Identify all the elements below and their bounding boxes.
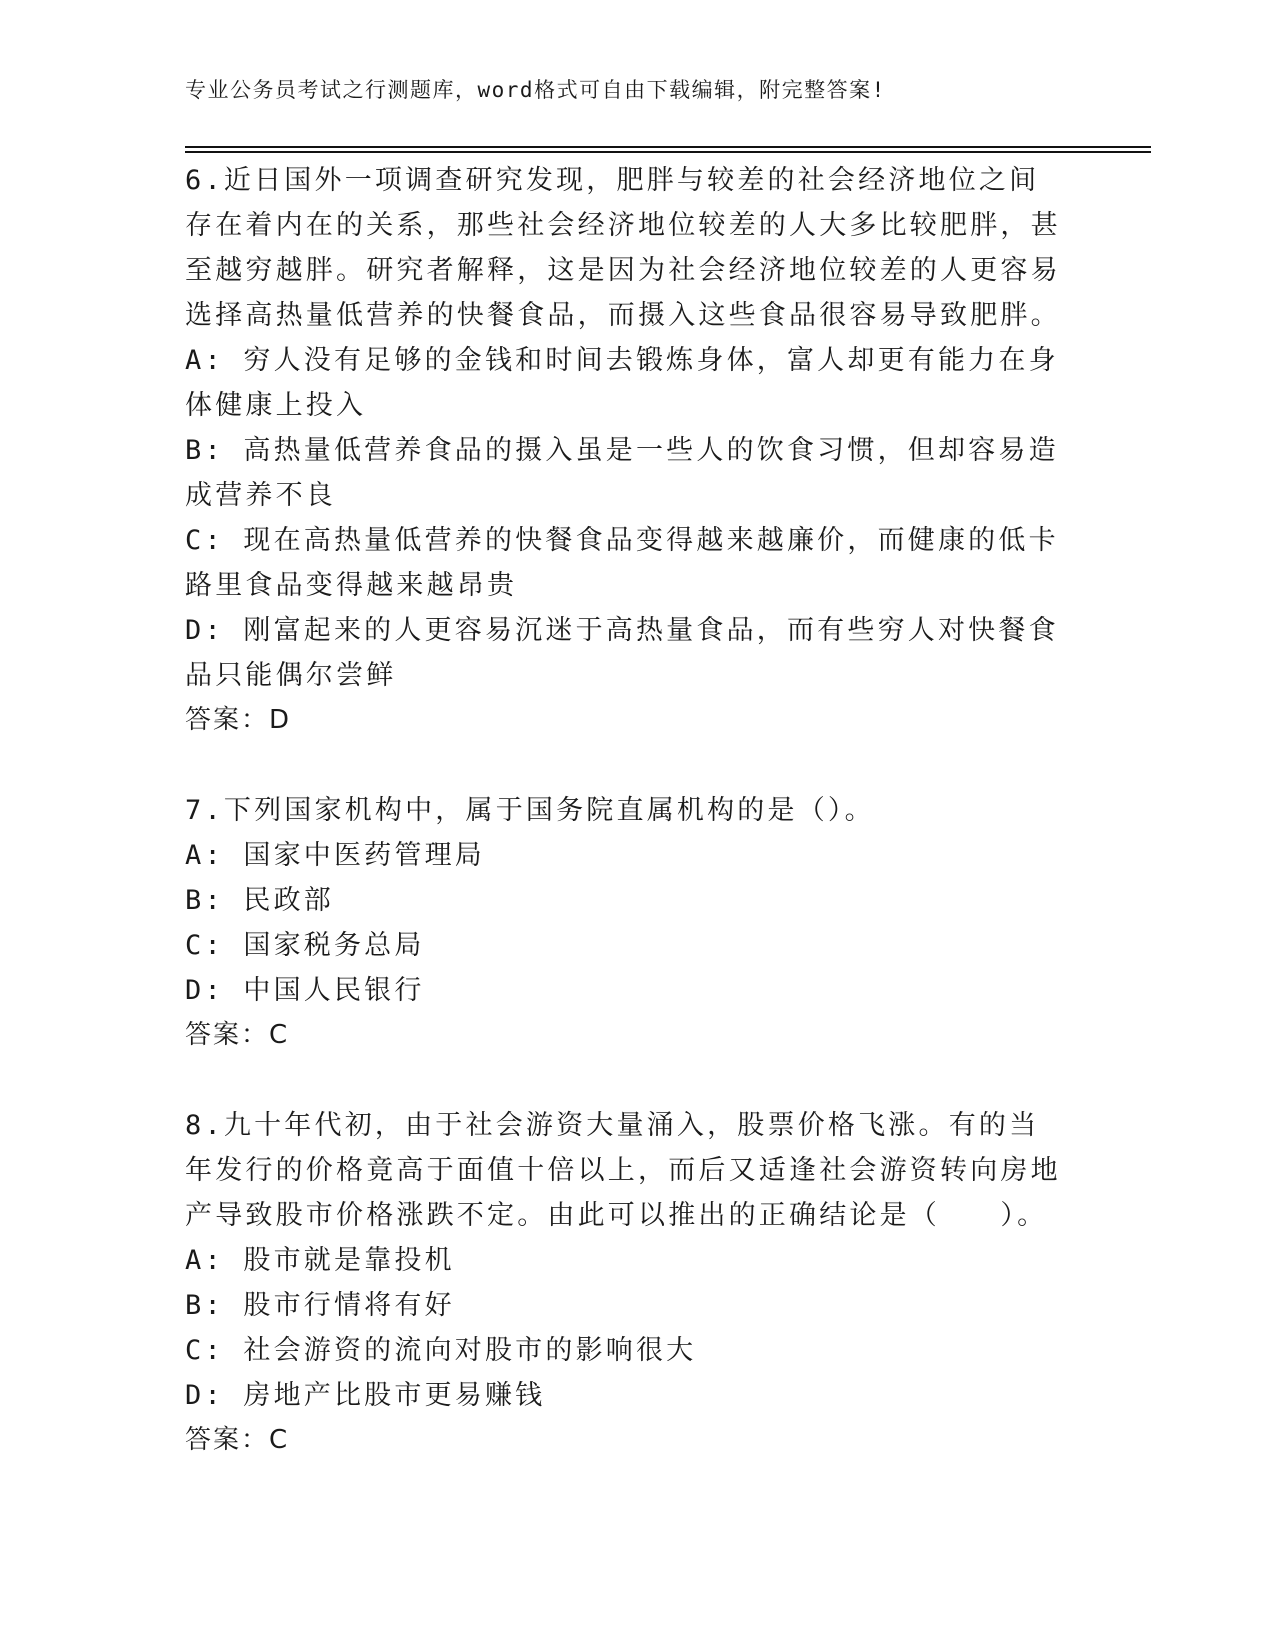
option-d: D: 房地产比股市更易赚钱 bbox=[185, 1380, 546, 1411]
header-rule-thick bbox=[185, 146, 1151, 148]
option-b: B: 股市行情将有好 bbox=[185, 1290, 455, 1321]
question-stem: 6.近日国外一项调查研究发现，肥胖与较差的社会经济地位之间存在着内在的关系，那些社会经济地位较差的人大多比较肥胖，甚至越穷越胖。研究者解释，这是因为社会经济地位较差的人更容易选择高热量低营养的快餐食品，而摄入这些食品很容易导致肥胖。 bbox=[185, 165, 1061, 331]
question-stem: 7.下列国家机构中，属于国务院直属机构的是（）。 bbox=[185, 795, 875, 826]
page-header: 专业公务员考试之行测题库，word格式可自由下载编辑，附完整答案! bbox=[185, 78, 886, 102]
answer: 答案：C bbox=[185, 1425, 290, 1455]
option-b: B: 民政部 bbox=[185, 885, 334, 916]
question-6 bbox=[185, 158, 1065, 743]
option-c: C: 国家税务总局 bbox=[185, 930, 425, 961]
header-rule-thin bbox=[185, 151, 1151, 153]
answer: 答案：C bbox=[185, 1020, 290, 1050]
option-c: C: 现在高热量低营养的快餐食品变得越来越廉价，而健康的低卡路里食品变得越来越昂贵 bbox=[185, 525, 1059, 601]
option-a: A: 穷人没有足够的金钱和时间去锻炼身体，富人却更有能力在身体健康上投入 bbox=[185, 345, 1059, 421]
question-stem: 8.九十年代初，由于社会游资大量涌入，股票价格飞涨。有的当年发行的价格竟高于面值十倍以上，而后又适逢社会游资转向房地产导致股市价格涨跌不定。由此可以推出的正确结论是（ ）。 bbox=[185, 1110, 1061, 1231]
option-d: D: 刚富起来的人更容易沉迷于高热量食品，而有些穷人对快餐食品只能偶尔尝鲜 bbox=[185, 615, 1059, 691]
option-d: D: 中国人民银行 bbox=[185, 975, 425, 1006]
question-8 bbox=[185, 1103, 1065, 1463]
question-list bbox=[185, 158, 1065, 1508]
option-a: A: 股市就是靠投机 bbox=[185, 1245, 455, 1276]
answer: 答案：D bbox=[185, 705, 292, 735]
option-b: B: 高热量低营养食品的摄入虽是一些人的饮食习惯，但却容易造成营养不良 bbox=[185, 435, 1059, 511]
option-c: C: 社会游资的流向对股市的影响很大 bbox=[185, 1335, 697, 1366]
option-a: A: 国家中医药管理局 bbox=[185, 840, 485, 871]
question-7 bbox=[185, 788, 1065, 1058]
